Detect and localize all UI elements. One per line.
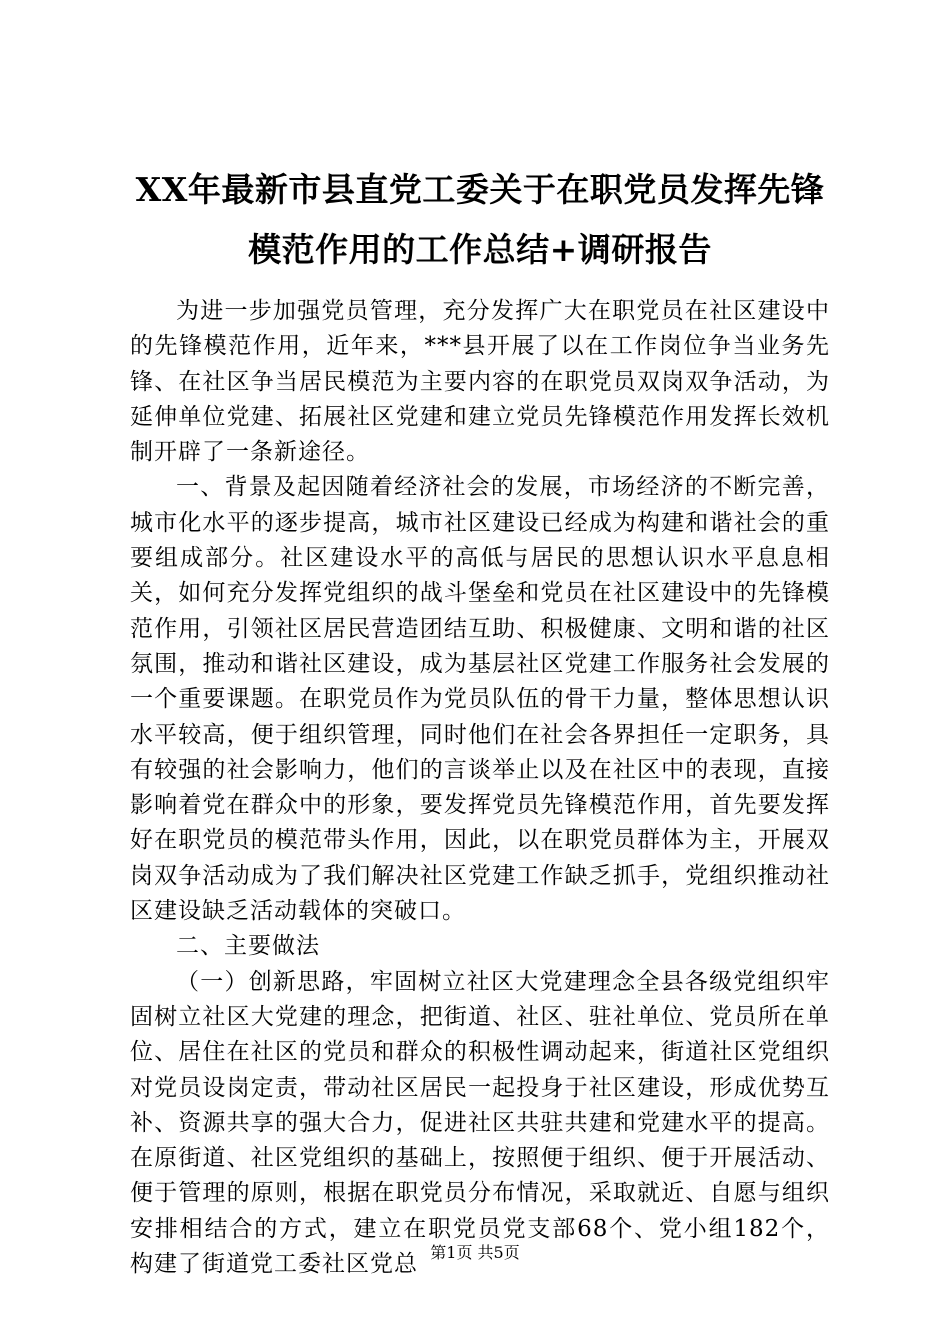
paragraph-intro: 为进一步加强党员管理，充分发挥广大在职党员在社区建设中的先锋模范作用，近年来，***县开展了以在工作岗位争当业务先锋、在社区争当居民模范为主要内容的在职党员双岗双争活动，为延伸单位党建、拓展社区党建和建立党员先锋模范作用发挥长效机制开辟了一条新途径。 [130, 298, 830, 466]
page-footer: 第1页 共5页 [430, 1243, 520, 1262]
document-title: XX年最新市县直党工委关于在职党员发挥先锋模范作用的工作总结+调研报告 [135, 170, 825, 269]
paragraph-background: 一、背景及起因随着经济社会的发展，市场经济的不断完善，城市化水平的逐步提高，城市社区建设已经成为构建和谐社会的重要组成部分。社区建设水平的高低与居民的思想认识水平息息相关，如何充分发挥党组织的战斗堡垒和党员在社区建设中的先锋模范作用，引领社区居民营造团结互助、积极健康、文明和谐的社区氛围，推动和谐社区建设，成为基层社区党建工作服务社会发展的一个重要课题。在职党员作为党员队伍的骨干力量，整体思想认识水平较高，便于组织管理，同时他们在社会各界担任一定职务，具有较强的社会影响力，他们的言谈举止以及在社区中的表现，直接影响着党在群众中的形象，要发挥党员先锋模范作用，首先要发挥好在职党员的模范带头作用，因此，以在职党员群体为主，开展双岗双争活动成为了我们解决社区党建工作缺乏抓手，党组织推动社区建设缺乏活动载体的突破口。 [130, 474, 830, 925]
heading-main-practices: 二、主要做法 [176, 933, 320, 960]
paragraph-innovation: （一）创新思路，牢固树立社区大党建理念全县各级党组织牢固树立社区大党建的理念，把街道、社区、驻社单位、党员所在单位、居住在社区的党员和群众的积极性调动起来，街道社区党组织对党员设岗定责，带动社区居民一起投身于社区建设，形成优势互补、资源共享的强大合力，促进社区共驻共建和党建水平的提高。在原街道、社区党组织的基础上，按照便于组织、便于开展活动、便于管理的原则，根据在职党员分布情况，采取就近、自愿与组织安排相结合的方式，建立在职党员党支部68个、党小组182个，构建了街道党工委社区党总 [130, 968, 830, 1278]
document-body [130, 294, 830, 1282]
